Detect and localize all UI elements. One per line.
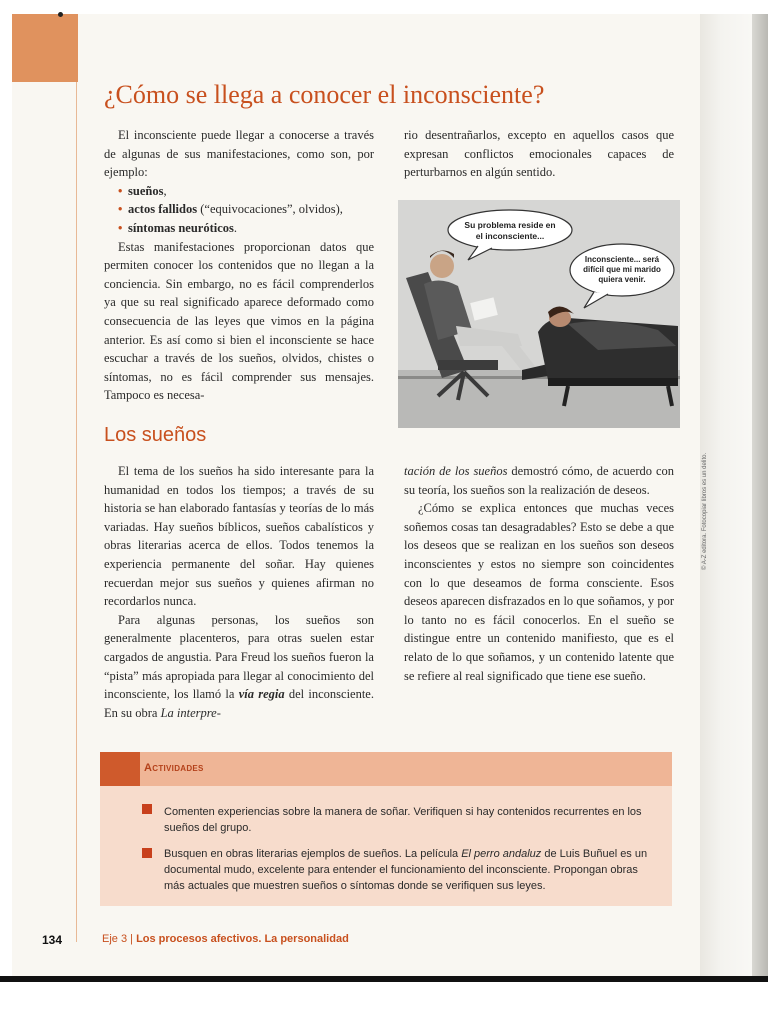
bubble-text: Su problema reside en	[464, 220, 556, 230]
section-title: Los sueños	[104, 424, 207, 446]
suenos-paragraph-4: ¿Cómo se explica entonces que muchas veces soñemos cosas tan desagradables? Esto se debe a que los deseos que se realizan en los sueños son deseos inconscientes y estos no siempre son coincidentes con lo que deseamos de forma consciente. Esos deseos aparecen disfrazados en lo que soñamos, y por lo tanto no es fácil conocerlos. En el sueño se distingue entre un contenido manifiesto, que es el relato de lo que soñamos, y un contenido latente que se refiere al real significado que tiene ese sueño.	[404, 501, 674, 683]
bubble-text: el inconsciente...	[475, 231, 545, 241]
intro-paragraph-1: El inconsciente puede llegar a conocerse a través de algunas de sus manifestaciones, como son, por ejemplo:	[104, 128, 374, 180]
bubble-text: difícil que mi marido	[583, 265, 661, 274]
facing-page-shadow	[752, 14, 768, 976]
intro-paragraph-2: Estas manifestaciones proporcionan datos que permiten conocer los contenidos que no llegan a la conciencia. Sin embargo, no es fácil comprenderlos ya que su real significado aparece deformado como consecuencia de las leyes que vimos en la página anterior. Es así como si bien el inconsciente se hace escuchar a través de los sueños, olvidos, chistes o síntomas, no es fácil comprender sus mensajes. Tampoco es necesa-	[104, 239, 374, 403]
intro-paragraph-3: rio desentrañarlos, excepto en aquellos casos que expresan conflictos emocionales capaces de perturbarnos en algún sentido.	[404, 128, 674, 180]
page-number: 134	[42, 933, 63, 947]
suenos-paragraph-3: tación de los sueños demostró cómo, de acuerdo con su teoría, los sueños son la realización de deseos.	[404, 464, 674, 497]
activities-box	[100, 752, 672, 906]
copyright-notice: © A-Z editora. Fotocopiar libros es un delito.	[702, 452, 708, 570]
bullet-mark	[58, 12, 63, 17]
activities-header-accent	[100, 752, 140, 786]
scan-edge	[0, 976, 768, 982]
margin-rule	[76, 82, 77, 942]
list-item: • actos fallidos (“equivocaciones”, olvidos),	[118, 200, 374, 219]
list-item: • síntomas neuróticos.	[118, 219, 374, 238]
list-item: • sueños,	[118, 182, 374, 201]
suenos-paragraph-1: El tema de los sueños ha sido interesante para la humanidad en todos los tiempos; a través de su historia se han elaborado fantasías y teorías de lo más variadas. Hay sueños bíblicos, sueños cabalísticos y obras literarias acerca de ellos. Todos tenemos la experiencia permanente del soñar. Hay quienes recuerdan mejor sus sueños y quienes afirman no recordarlos nunca.	[104, 464, 374, 609]
page-title: ¿Cómo se llega a conocer el inconsciente?	[104, 80, 545, 109]
square-bullet-icon	[142, 848, 152, 858]
activity-item-2: Busquen en obras literarias ejemplos de sueños. La película El perro andaluz de Luis Buñuel es un documental mudo, excelente para entender el funcionamiento del inconsciente. Propongan obras más actuales que muestren sueños o síntomas donde se verifiquen sus leyes.	[164, 848, 648, 892]
corner-color-block	[12, 14, 78, 82]
bubble-text: Inconsciente... será	[584, 255, 660, 264]
suenos-right-column	[404, 462, 674, 685]
bubble-text: quiera venir.	[598, 275, 646, 284]
activity-item-1: Comenten experiencias sobre la manera de soñar. Verifiquen si hay contenidos recurrentes en los sueños del grupo.	[164, 806, 642, 834]
suenos-paragraph-2: Para algunas personas, los sueños son generalmente placenteros, para otras suelen estar cargados de angustia. Para Freud los sueños fueron la “pista” más apropiada para llegar al conocimiento del inconsciente, los llamó la vía regia del inconsciente. En su obra La interpre-	[104, 612, 374, 720]
intro-right-column	[404, 126, 674, 182]
running-footer: Eje 3 | Los procesos afectivos. La personalidad	[102, 933, 349, 945]
psychoanalysis-illustration	[398, 200, 680, 428]
activities-title: Actividades	[144, 762, 204, 774]
suenos-left-column	[104, 462, 374, 722]
intro-left-column	[104, 126, 374, 405]
manifestations-list	[104, 182, 374, 238]
square-bullet-icon	[142, 804, 152, 814]
